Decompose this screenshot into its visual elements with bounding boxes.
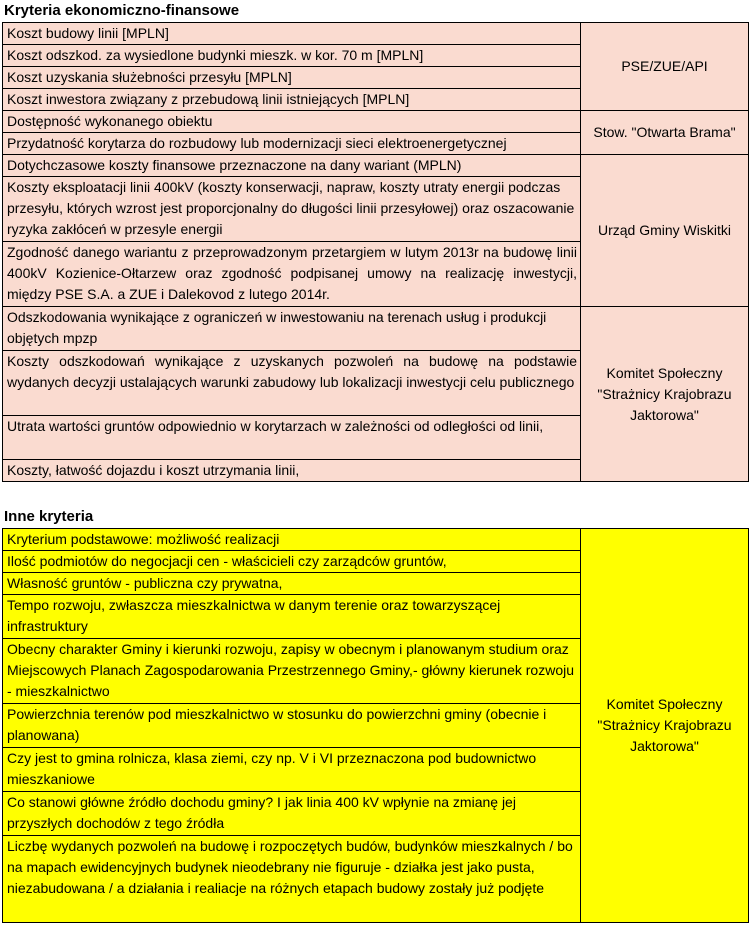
criterion-cell: Powierzchnia terenów pod mieszkalnictwo w stosunku do powierzchni gminy (obecnie i planowana) xyxy=(3,704,581,748)
source-cell: PSE/ZUE/API xyxy=(581,23,749,111)
table-row xyxy=(3,307,749,351)
economic-criteria-table xyxy=(2,22,749,482)
criterion-cell: Kryterium podstawowe: możliwość realizacji xyxy=(3,529,581,551)
criterion-cell: Koszt uzyskania służebności przesyłu [MPLN] xyxy=(3,67,581,89)
source-cell: Komitet Społeczny "Strażnicy Krajobrazu Jaktorowa" xyxy=(581,529,749,923)
table-row xyxy=(3,111,749,133)
table-row xyxy=(3,155,749,177)
criterion-cell: Liczbę wydanych pozwoleń na budowę i rozpoczętych budów, budynków mieszkalnych / bo na mapach ewidencyjnych budynek nieodebrany nie figuruje - działka jest jako pusta, niezabudowana / a działania i realiacje na różnych etapach budowy zostały już podjęte xyxy=(3,836,581,923)
source-cell: Stow. "Otwarta Brama" xyxy=(581,111,749,155)
source-cell: Urząd Gminy Wiskitki xyxy=(581,155,749,307)
criterion-cell: Tempo rozwoju, zwłaszcza mieszkalnictwa w danym terenie oraz towarzyszącej infrastruktury xyxy=(3,595,581,639)
criterion-cell: Przydatność korytarza do rozbudowy lub modernizacji sieci elektroenergetycznej xyxy=(3,133,581,155)
criterion-cell: Obecny charakter Gminy i kierunki rozwoju, zapisy w obecnym i planowanym studium oraz Miejscowych Planach Zagospodarowania Przestrzennego Gminy,- główny kierunek rozwoju - mieszkalnictwo xyxy=(3,639,581,704)
other-criteria-table xyxy=(2,528,749,923)
criterion-cell: Dostępność wykonanego obiektu xyxy=(3,111,581,133)
table-row xyxy=(3,23,749,45)
criterion-cell: Utrata wartości gruntów odpowiednio w korytarzach w zależności od odległości od linii, xyxy=(3,416,581,460)
criterion-cell: Ilość podmiotów do negocjacji cen - właścicieli czy zarządców gruntów, xyxy=(3,551,581,573)
criterion-cell: Czy jest to gmina rolnicza, klasa ziemi, czy np. V i VI przeznaczona pod budownictwo mieszkaniowe xyxy=(3,748,581,792)
criterion-cell: Zgodność danego wariantu z przeprowadzonym przetargiem w lutym 2013r na budowę linii 400kV Kozienice-Ołtarzew oraz zgodność podpisanej umowy na realizację inwestycji, między PSE S.A. a ZUE i Dalekovod z lutego 2014r. xyxy=(3,242,581,307)
criterion-cell: Koszty, łatwość dojazdu i koszt utrzymania linii, xyxy=(3,460,581,482)
section-title-other: Inne kryteria xyxy=(4,508,94,525)
criterion-cell: Koszty eksploatacji linii 400kV (koszty konserwacji, napraw, koszty utraty energii podczas przesyłu, których wzrost jest proporcjonalny do długości linii przesyłowej) oraz oszacowanie ryzyka zakłóceń w przesyle energii xyxy=(3,177,581,242)
criterion-cell: Koszty odszkodowań wynikające z uzyskanych pozwoleń na budowę na podstawie wydanych decyzji ustalających warunki zabudowy lub lokalizacji inwestycji celu publicznego xyxy=(3,351,581,416)
criterion-cell: Koszt odszkod. za wysiedlone budynki mieszk. w kor. 70 m [MPLN] xyxy=(3,45,581,67)
criterion-cell: Koszt budowy linii [MPLN] xyxy=(3,23,581,45)
criterion-cell: Koszt inwestora związany z przebudową linii istniejących [MPLN] xyxy=(3,89,581,111)
source-cell: Komitet Społeczny "Strażnicy Krajobrazu Jaktorowa" xyxy=(581,307,749,482)
criterion-cell: Dotychczasowe koszty finansowe przeznaczone na dany wariant (MPLN) xyxy=(3,155,581,177)
criterion-cell: Własność gruntów - publiczna czy prywatna, xyxy=(3,573,581,595)
criterion-cell: Odszkodowania wynikające z ograniczeń w inwestowaniu na terenach usług i produkcji objętych mpzp xyxy=(3,307,581,351)
criterion-cell: Co stanowi główne źródło dochodu gminy? I jak linia 400 kV wpłynie na zmianę jej przyszłych dochodów z tego źródła xyxy=(3,792,581,836)
section-title-economic: Kryteria ekonomiczno-finansowe xyxy=(4,2,240,19)
table-row xyxy=(3,529,749,551)
